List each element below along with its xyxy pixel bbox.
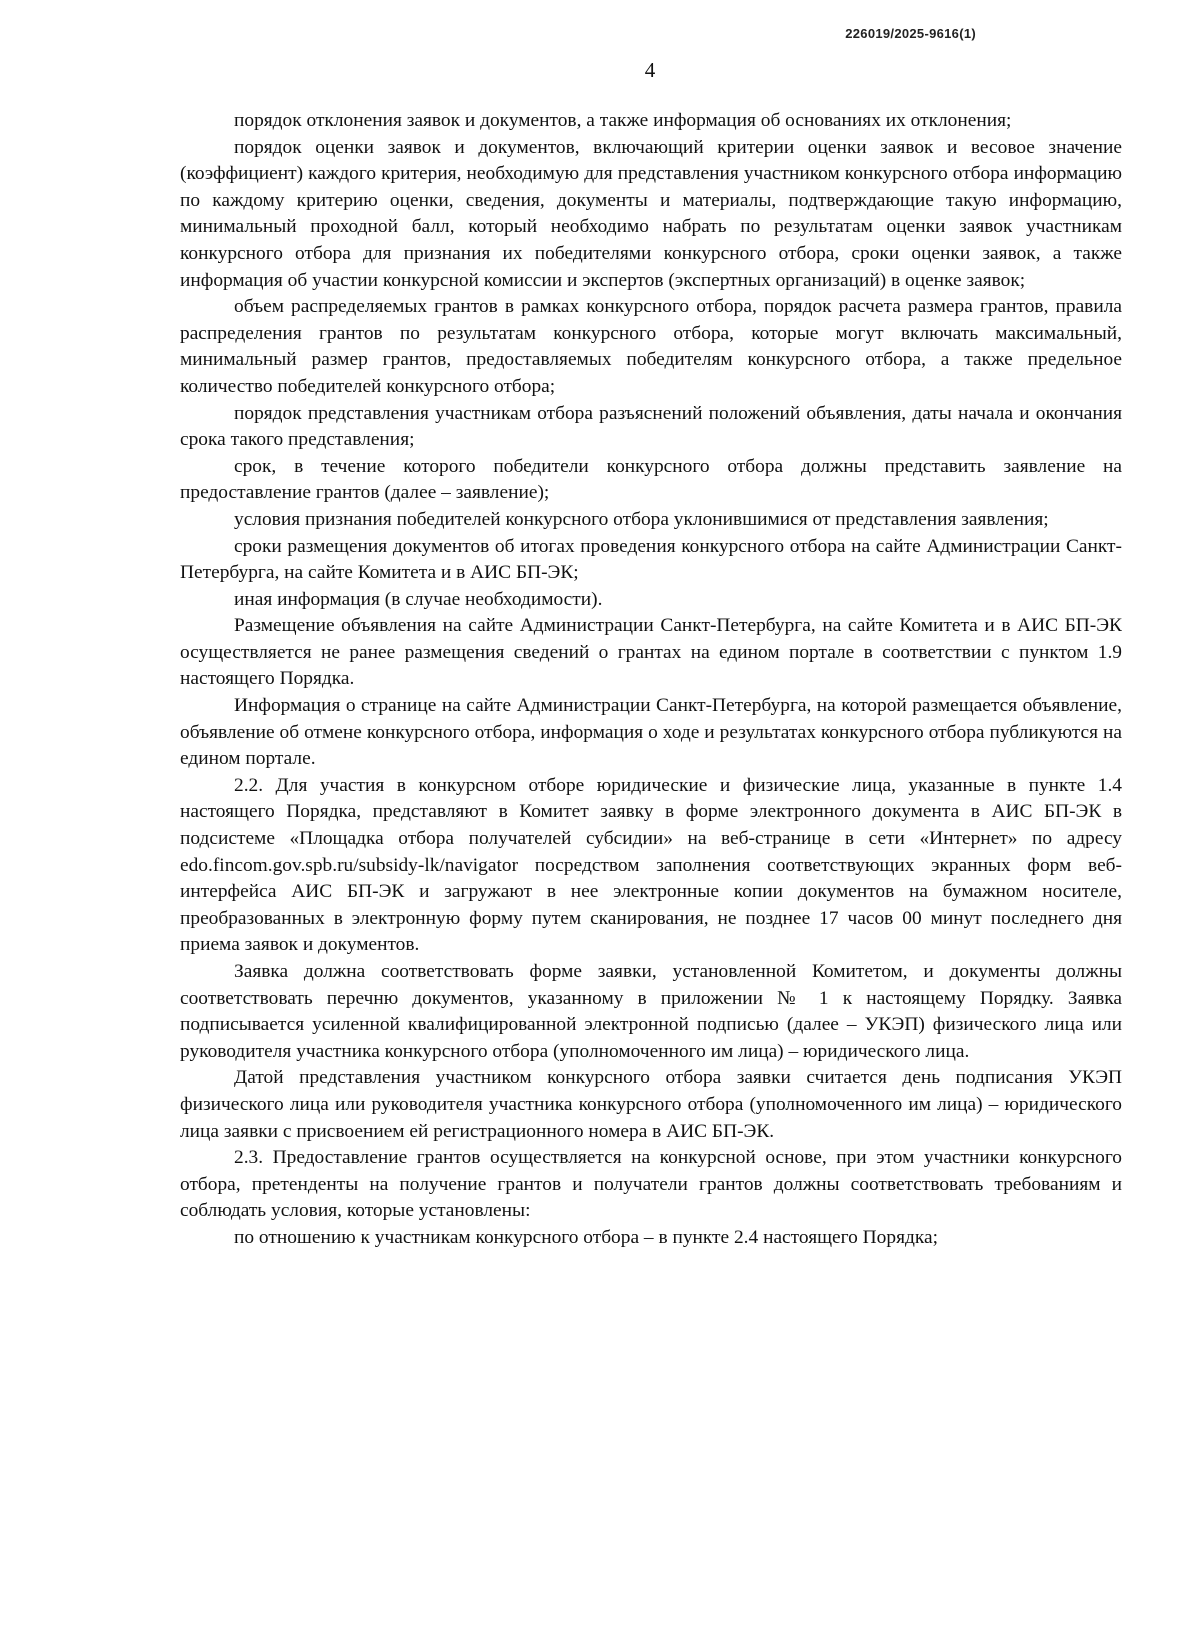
paragraph: порядок отклонения заявок и документов, а также информация об основаниях их отклонения; (234, 110, 1012, 131)
document-body (180, 108, 1122, 1252)
page-number: 4 (644, 58, 656, 82)
paragraph: Размещение объявления на сайте Администрации Санкт-Петербурга, на сайте Комитета и в АИС БП-ЭК осуществляется не ранее размещения сведений о грантах на едином портале в соответствии с пунктом 1.9 настоящего Порядка. (180, 615, 1122, 690)
paragraph: Информация о странице на сайте Администрации Санкт-Петербурга, на которой размещается объявление, объявление об отмене конкурсного отбора, информация о ходе и результатах конкурсного отбора публикуются на едином портале. (180, 695, 1122, 770)
paragraph: порядок представления участникам отбора разъяснений положений объявления, даты начала и окончания срока такого представления; (180, 402, 1122, 451)
document-id: 226019/2025-9616(1) (845, 26, 976, 41)
paragraph: Заявка должна соответствовать форме заявки, установленной Комитетом, и документы должны соответствовать перечню документов, указанному в приложении № 1 к настоящему Порядку. Заявка подписывается усиленной квалифицированной электронной подписью (далее – УКЭП) физического лица или руководителя участника конкурсного отбора (уполномоченного им лица) – юридического лица. (180, 961, 1122, 1062)
paragraph: объем распределяемых грантов в рамках конкурсного отбора, порядок расчета размера грантов, правила распределения грантов по результатам конкурсного отбора, которые могут включать максимальный, минимальный размер грантов, предоставляемых победителям конкурсного отбора, а также предельное количество победителей конкурсного отбора; (180, 296, 1122, 397)
paragraph: условия признания победителей конкурсного отбора уклонившимися от представления заявления; (234, 508, 1049, 530)
paragraph: сроки размещения документов об итогах проведения конкурсного отбора на сайте Администрации Санкт-Петербурга, на сайте Комитета и в АИС БП-ЭК; (180, 535, 1122, 584)
paragraph: 2.3. Предоставление грантов осуществляется на конкурсной основе, при этом участники конкурсного отбора, претенденты на получение грантов и получатели грантов должны соответствовать требованиям и соблюдать условия, которые установлены: (180, 1147, 1122, 1222)
paragraph: по отношению к участникам конкурсного отбора – в пункте 2.4 настоящего Порядка; (234, 1226, 938, 1248)
paragraph: иная информация (в случае необходимости). (234, 588, 603, 610)
paragraph: порядок оценки заявок и документов, включающий критерии оценки заявок и весовое значение (коэффициент) каждого критерия, необходимую для представления участником конкурсного отбора информацию по каждому критерию оценки, сведения, документы и материалы, подтверждающие такую информацию, минимальный проходной балл, который необходимо набрать по результатам оценки заявок участникам конкурсного отбора для признания их победителями конкурсного отбора, сроки оценки заявок, а также информация об участии конкурсной комиссии и экспертов (экспертных организаций) в оценке заявок; (180, 136, 1122, 291)
paragraph: 2.2. Для участия в конкурсном отборе юридические и физические лица, указанные в пункте 1.4 настоящего Порядка, представляют в Комитет заявку в форме электронного документа в АИС БП-ЭК в подсистеме «Площадка отбора получателей субсидии» на веб-странице в сети «Интернет» по адресу edo.fincom.gov.spb.ru/subsidy-lk/navigator посредством заполнения соответствующих экранных форм веб-интерфейса АИС БП-ЭК и загружают в нее электронные копии документов на бумажном носителе, преобразованных в электронную форму путем сканирования, не позднее 17 часов 00 минут последнего дня приема заявок и документов. (180, 774, 1122, 956)
paragraph: Датой представления участником конкурсного отбора заявки считается день подписания УКЭП физического лица или руководителя участника конкурсного отбора (уполномоченного им лица) – юридического лица заявки с присвоением ей регистрационного номера в АИС БП-ЭК. (180, 1067, 1122, 1142)
paragraph: срок, в течение которого победители конкурсного отбора должны представить заявление на предоставление грантов (далее – заявление); (180, 455, 1122, 504)
